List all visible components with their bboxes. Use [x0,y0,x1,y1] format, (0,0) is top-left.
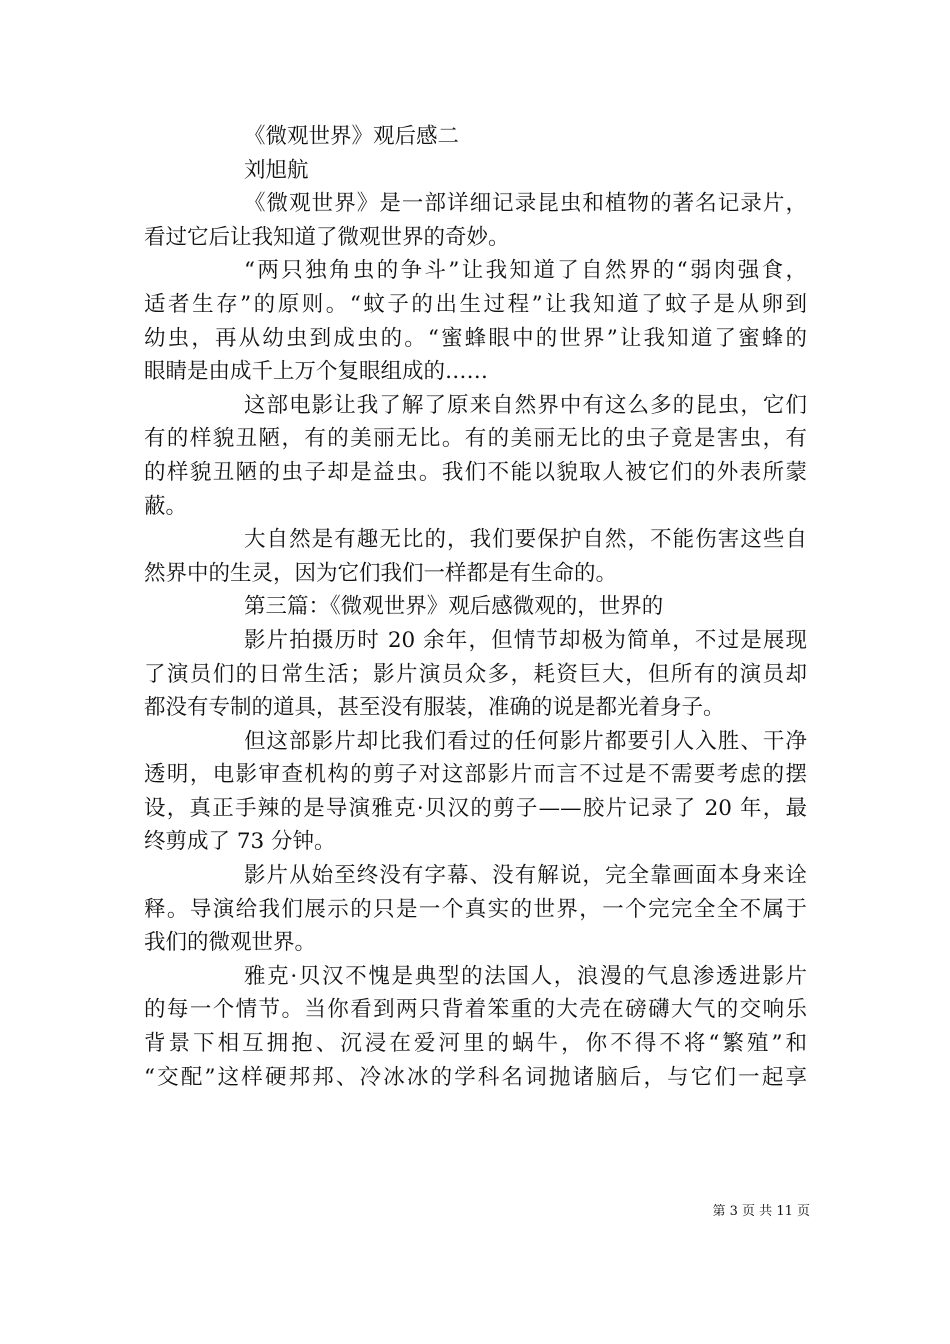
paragraph-line: 然界中的生灵，因为它们我们一样都是有生命的。 [144,560,618,586]
paragraph-line: 蔽。 [144,493,188,519]
section-heading: 第三篇：《微观世界》观后感微观的，世界的 [244,594,664,620]
paragraph-line: 的样貌丑陋的虫子却是益虫。我们不能以貌取人被它们的外表所蒙 [144,459,807,485]
author-name: 刘旭航 [244,157,309,183]
paragraph-line: 终剪成了 73 分钟。 [144,829,336,855]
paragraph-line: 眼睛是由成千上万个复眼组成的…… [144,359,489,385]
paragraph-line: 都没有专制的道具，甚至没有服装，准确的说是都光着身子。 [144,695,725,721]
paragraph-line: 影片拍摄历时 20 余年，但情节却极为简单，不过是展现 [244,627,807,653]
document-body [144,120,807,1094]
paragraph-line: 幼虫，再从幼虫到成虫的。“蜜蜂眼中的世界”让我知道了蜜蜂的 [144,325,807,351]
paragraph-line: “两只独角虫的争斗”让我知道了自然界的“弱肉强食， [244,258,807,284]
paragraph-line: 的每一个情节。当你看到两只背着笨重的大壳在磅礴大气的交响乐 [144,997,807,1023]
paragraph-line: 有的样貌丑陋，有的美丽无比。有的美丽无比的虫子竟是害虫，有 [144,426,807,452]
paragraph-line: 但这部影片却比我们看过的任何影片都要引人入胜、干净 [244,728,807,754]
paragraph-line: 大自然是有趣无比的，我们要保护自然，不能伤害这些自 [244,527,807,553]
paragraph-line: 影片从始至终没有字幕、没有解说，完全靠画面本身来诠 [244,863,807,889]
paragraph-line: 《微观世界》是一部详细记录昆虫和植物的著名记录片， [244,191,807,217]
paragraph-line: 释。导演给我们展示的只是一个真实的世界，一个完完全全不属于 [144,896,807,922]
paragraph-line: 适者生存”的原则。“蚊子的出生过程”让我知道了蚊子是从卵到 [144,291,807,317]
paragraph-line: 我们的微观世界。 [144,930,317,956]
paragraph-line: 了演员们的日常生活；影片演员众多，耗资巨大，但所有的演员却 [144,661,807,687]
paragraph-line: 雅克·贝汉不愧是典型的法国人，浪漫的气息渗透进影片 [244,963,807,989]
paragraph-line: 设，真正手辣的是导演雅克·贝汉的剪子——胶片记录了 20 年，最 [144,795,807,821]
page-footer: 第 3 页 共 11 页 [712,1204,810,1219]
paragraph-line: 透明，电影审查机构的剪子对这部影片而言不过是不需要考虑的摆 [144,762,807,788]
paragraph-line: “交配”这样硬邦邦、冷冰冰的学科名词抛诸脑后，与它们一起享 [144,1064,807,1090]
paragraph-line: 背景下相互拥抱、沉浸在爱河里的蜗牛，你不得不将“繁殖”和 [144,1031,807,1057]
article-title: 《微观世界》观后感二 [244,124,460,149]
paragraph-line: 看过它后让我知道了微观世界的奇妙。 [144,224,510,250]
paragraph-line: 这部电影让我了解了原来自然界中有这么多的昆虫，它们 [244,392,807,418]
